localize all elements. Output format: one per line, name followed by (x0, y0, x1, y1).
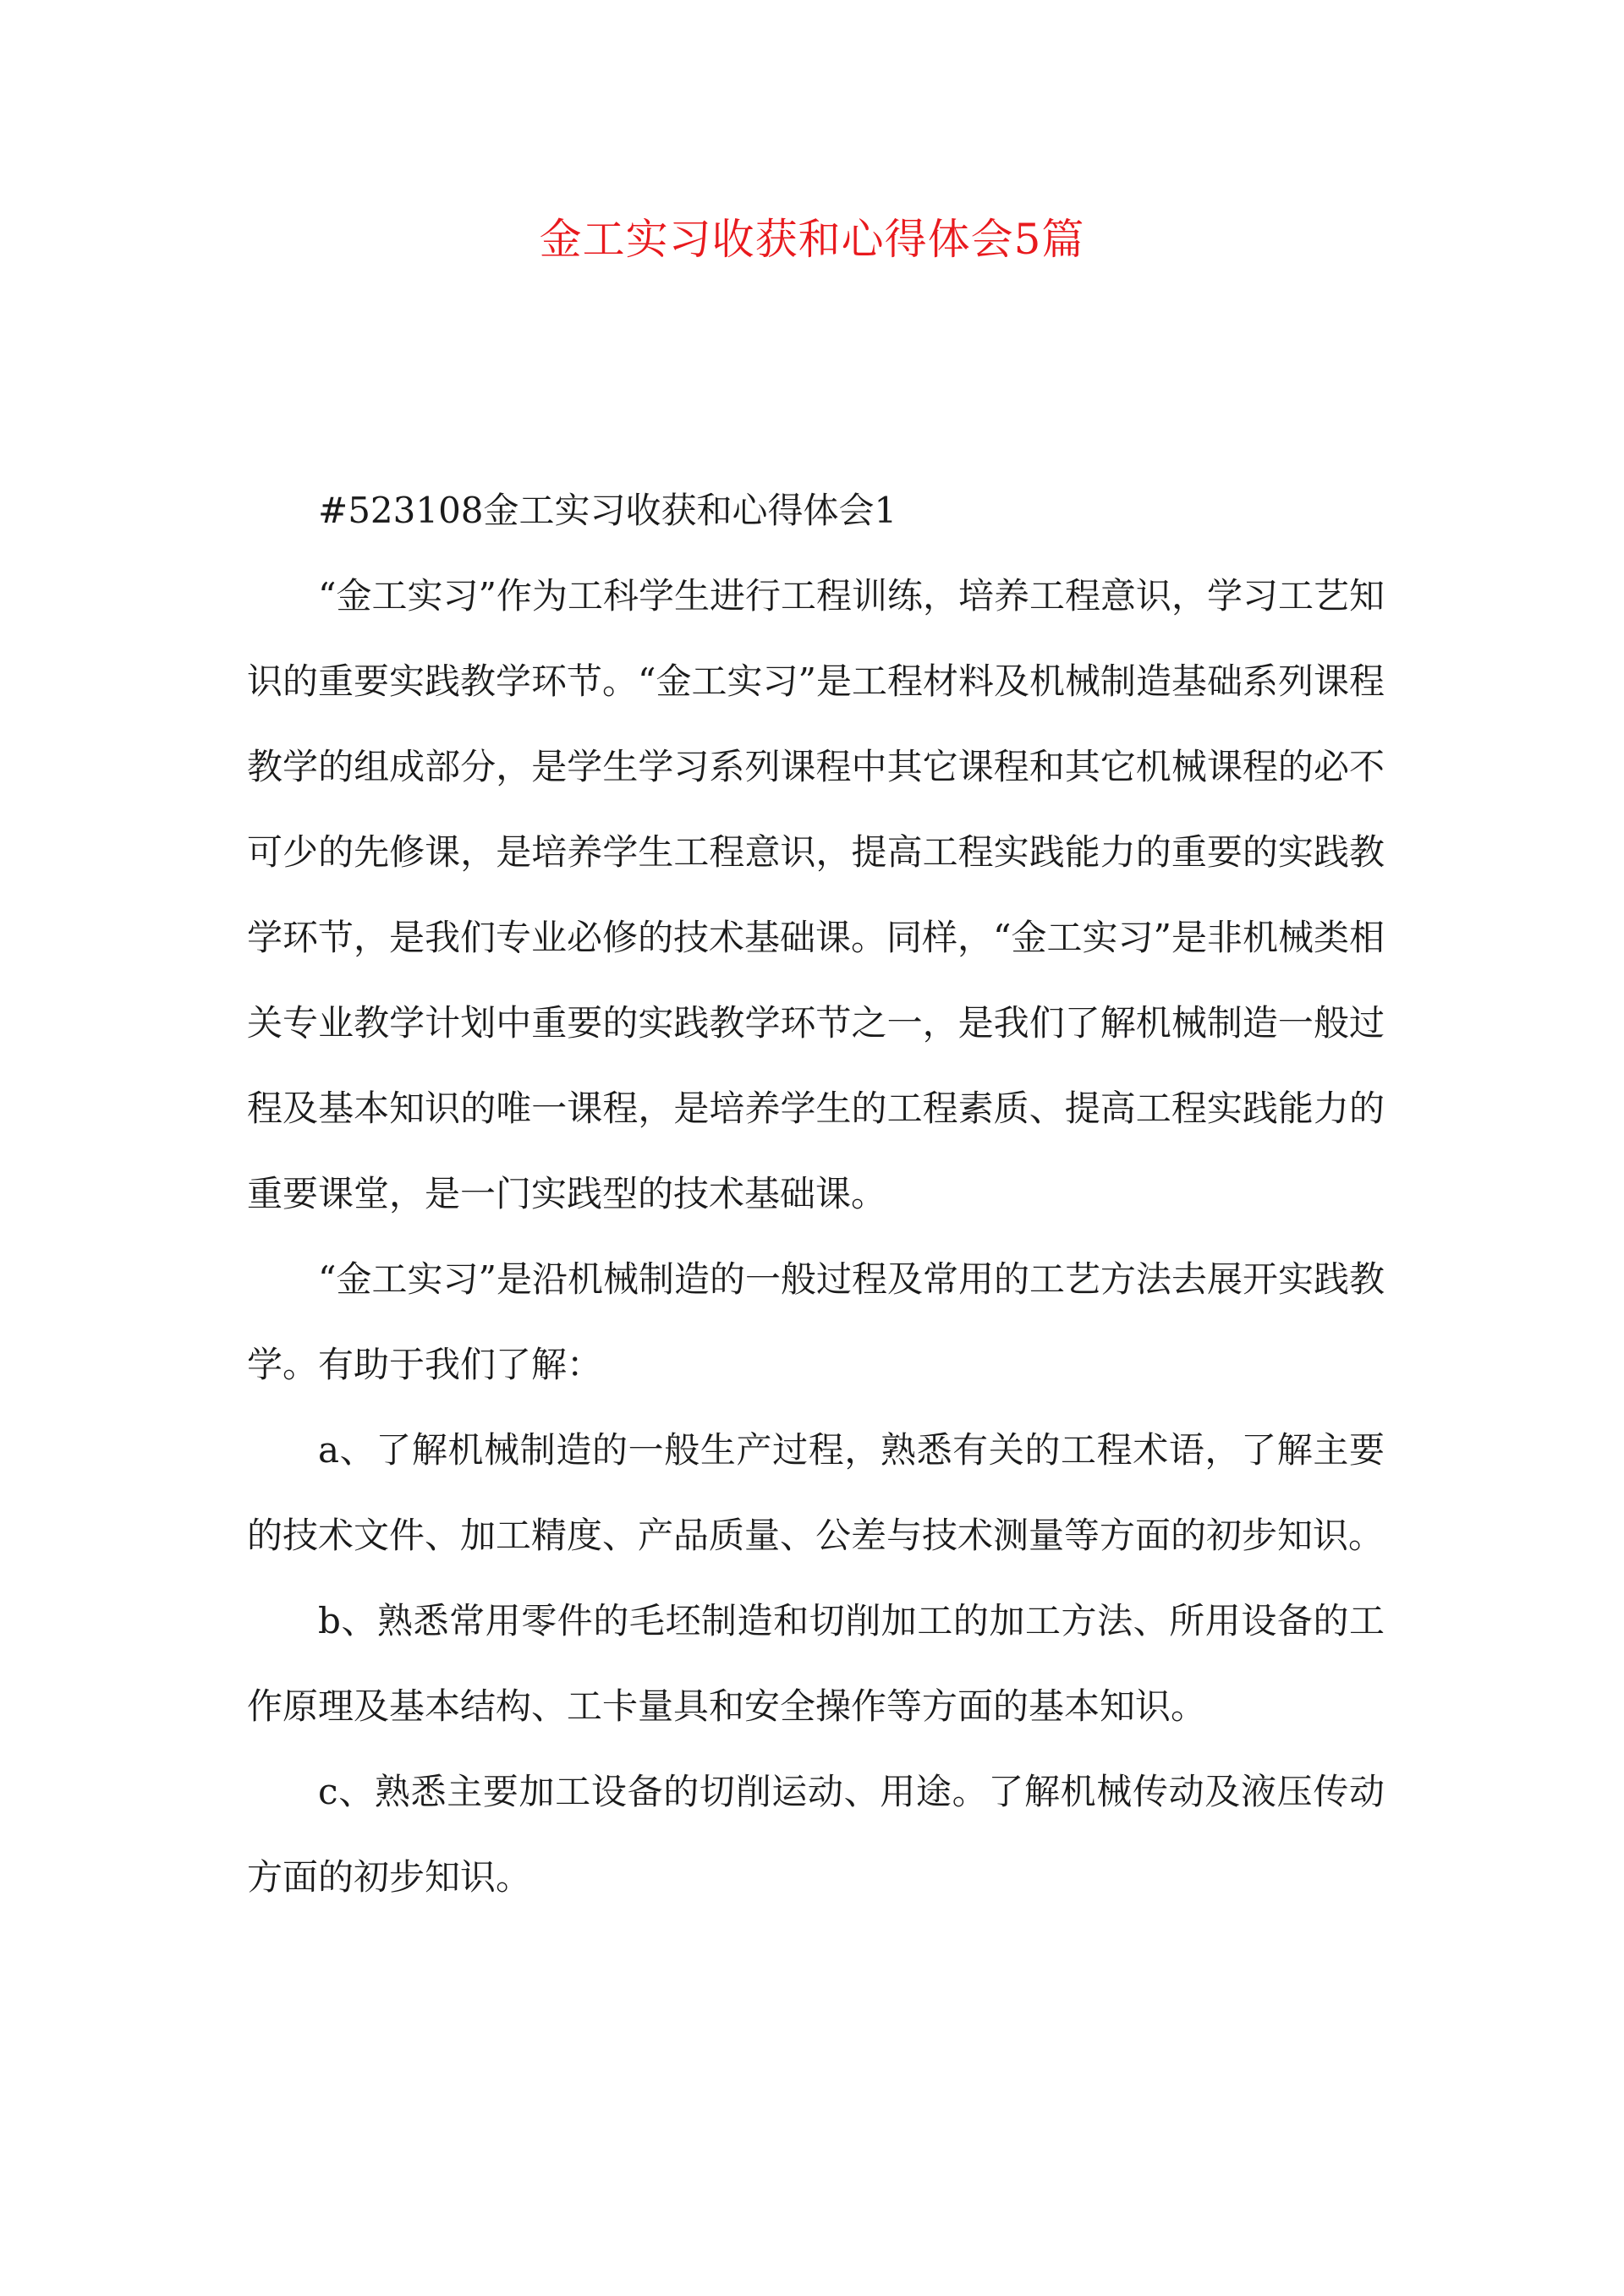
body-paragraph: “金工实习”是沿机械制造的一般过程及常用的工艺方法去展开实践教学。有助于我们了解： (247, 1258, 1385, 1385)
list-item-a: a、了解机械制造的一般生产过程，熟悉有关的工程术语，了解主要的技术文件、加工精度、产品质量、公差与技术测量等方面的初步知识。 (247, 1429, 1385, 1556)
body-paragraph: “金工实习”作为工科学生进行工程训练，培养工程意识，学习工艺知识的重要实践教学环节。“金工实习”是工程材料及机械制造基础系列课程教学的组成部分，是学生学习系列课程中其它课程和其它机械课程的必不可少的先修课，是培养学生工程意识，提高工程实践能力的重要的实践教学环节，是我们专业必修的技术基础课。同样，“金工实习”是非机械类相关专业教学计划中重要的实践教学环节之一，是我们了解机械制造一般过程及基本知识的唯一课程，是培养学生的工程素质、提高工程实践能力的重要课堂，是一门实践型的技术基础课。 (247, 575, 1385, 1214)
heading-paragraph: #523108金工实习收获和心得体会1 (318, 490, 897, 531)
list-item-b: b、熟悉常用零件的毛坯制造和切削加工的加工方法、所用设备的工作原理及基本结构、工卡量具和安全操作等方面的基本知识。 (247, 1600, 1385, 1727)
document-body (247, 468, 1385, 1920)
list-item-c: c、熟悉主要加工设备的切削运动、用途。了解机械传动及液压传动方面的初步知识。 (247, 1771, 1385, 1898)
document-title: 金工实习收获和心得体会5篇 (539, 215, 1085, 264)
